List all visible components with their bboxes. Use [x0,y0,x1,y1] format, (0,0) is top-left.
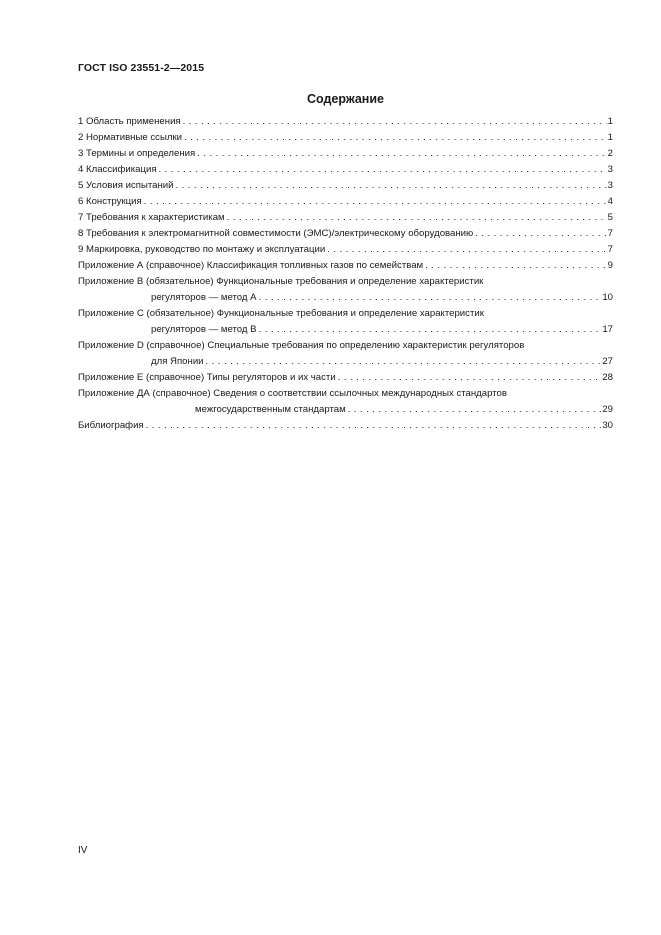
toc-entry-text: регуляторов — метод В [151,324,257,335]
toc-page-number: 1 [607,116,613,127]
toc-line [78,290,613,306]
toc-entry [78,370,613,386]
toc-page-number: 1 [607,132,613,143]
toc-leader-dots [348,402,602,418]
toc-entry-text: регуляторов — метод А [151,292,257,303]
toc-entry [78,146,613,162]
toc-leader-dots [197,146,606,162]
toc-leader-dots [176,178,607,194]
toc-entry-text: 8 Требования к электромагнитной совместимости (ЭМС)/электрическому оборудованию [78,228,474,239]
toc-line [78,146,613,162]
toc-page-number: 27 [602,356,613,367]
toc-page-number: 7 [607,244,613,255]
toc-leader-dots [184,130,607,146]
toc-entry-text: Библиография [78,420,144,431]
toc-entry-text: Приложение С (обязательное) Функциональные требования и определение характеристик [78,308,484,319]
toc-entry-text: Приложение ДА (справочное) Сведения о соответствии ссылочных международных стандартов [78,388,507,399]
toc-title: Содержание [306,92,384,106]
toc-line [78,274,613,290]
toc-line [78,418,613,434]
toc-entry-text: Приложение Е (справочное) Типы регуляторов и их части [78,372,336,383]
toc-page-number: 3 [607,164,613,175]
toc-line [78,194,613,210]
toc-entry [78,162,613,178]
toc-page-number: 17 [602,324,613,335]
toc-leader-dots [259,290,602,306]
toc-line [78,130,613,146]
toc-leader-dots [183,114,607,130]
toc-entry-text: межгосударственным стандартам [195,404,346,415]
toc-leader-dots [144,194,607,210]
toc-leader-dots [425,258,607,274]
toc-leader-dots [338,370,602,386]
toc-entry [78,386,613,418]
toc-entry-text: 4 Классификация [78,164,157,175]
toc-entry-text: Приложение В (обязательное) Функциональные требования и определение характеристик [78,276,484,287]
toc-line [78,306,613,322]
toc-page-number: 10 [602,292,613,303]
toc-entry-text: Приложение А (справочное) Классификация топливных газов по семействам [78,260,424,271]
page-number: IV [78,845,88,856]
toc-line [78,178,613,194]
toc-leader-dots [206,354,602,370]
toc-line [78,210,613,226]
toc-line [78,354,613,370]
toc-page-number: 4 [607,196,613,207]
toc-entry [78,130,613,146]
toc-entry [78,178,613,194]
toc-line [78,386,613,402]
toc-entry [78,242,613,258]
toc-page-number: 5 [607,212,613,223]
toc-entry [78,306,613,338]
standard-header: ГОСТ ISO 23551-2—2015 [78,62,205,74]
toc-entry-text: 7 Требования к характеристикам [78,212,225,223]
toc-line [78,322,613,338]
toc-entry [78,210,613,226]
toc-entry-text: для Японии [151,356,204,367]
toc-line [78,338,613,354]
toc-entry-text: Приложение D (справочное) Специальные требования по определению характеристик регуляторов [78,340,525,351]
toc-entry [78,194,613,210]
toc-page-number: 28 [602,372,613,383]
toc-entry-text: 6 Конструкция [78,196,142,207]
toc-leader-dots [227,210,607,226]
toc-leader-dots [146,418,602,434]
toc-leader-dots [159,162,607,178]
toc-entry [78,274,613,306]
toc-line [78,162,613,178]
toc-entry [78,338,613,370]
toc-page-number: 30 [602,420,613,431]
toc-entry [78,226,613,242]
toc-line [78,114,613,130]
toc-entry-text: 1 Область применения [78,116,181,127]
toc-line [78,242,613,258]
toc-line [78,226,613,242]
toc-page-number: 29 [602,404,613,415]
toc-entry-text: 3 Термины и определения [78,148,196,159]
toc-entry-text: 9 Маркировка, руководство по монтажу и эксплуатации [78,244,326,255]
toc-entry [78,418,613,434]
toc-line [78,402,613,418]
toc-page-number: 7 [607,228,613,239]
toc-page-number: 2 [607,148,613,159]
toc-entry-text: 5 Условия испытаний [78,180,174,191]
toc-entry [78,114,613,130]
toc-entry-text: 2 Нормативные ссылки [78,132,183,143]
toc-line [78,258,613,274]
toc-leader-dots [259,322,602,338]
table-of-contents [78,114,613,434]
toc-page-number: 3 [607,180,613,191]
toc-leader-dots [327,242,606,258]
toc-page-number: 9 [607,260,613,271]
toc-line [78,370,613,386]
toc-leader-dots [475,226,606,242]
toc-entry [78,258,613,274]
